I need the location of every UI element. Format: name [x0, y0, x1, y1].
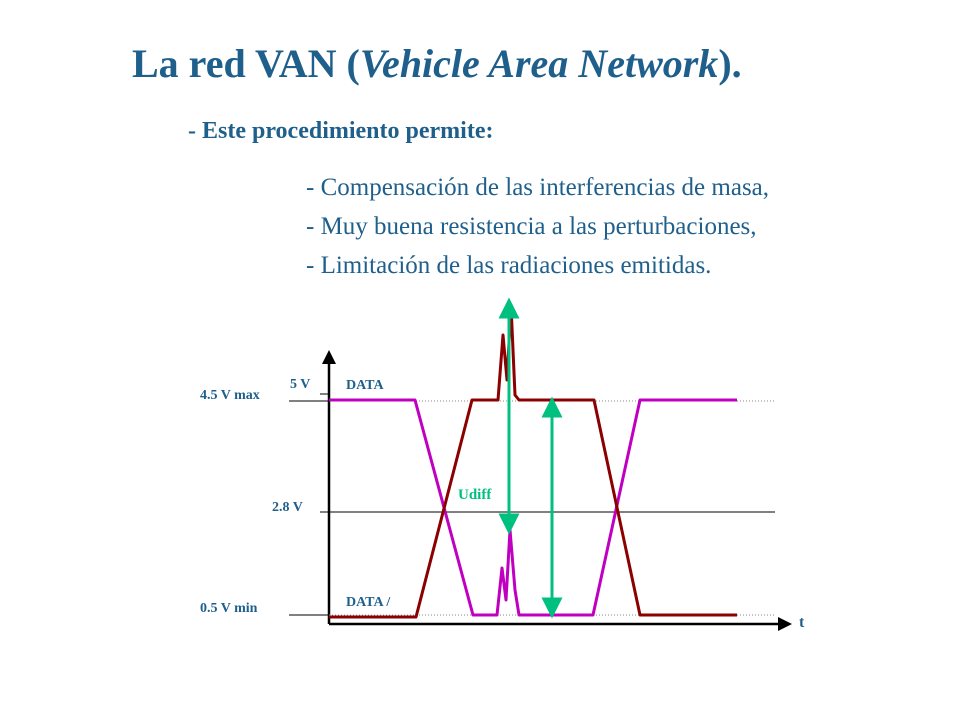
label-0-5v-min: 0.5 V min	[200, 601, 258, 616]
subtitle: - Este procedimiento permite:	[188, 118, 494, 144]
bullet-item: - Compensación de las interferencias de masa,	[306, 174, 770, 201]
label-4-5v-max: 4.5 V max	[200, 388, 260, 403]
label-udiff: Udiff	[458, 487, 492, 503]
title-end: ).	[718, 41, 742, 86]
label-data: DATA	[346, 378, 384, 393]
label-data-neg: DATA /	[346, 595, 391, 610]
y-axis-arrow-icon	[322, 350, 336, 364]
title-italic: Vehicle Area Network	[359, 41, 719, 86]
bullet-item: - Limitación de las radiaciones emitidas.	[306, 252, 712, 279]
title-main: La red VAN (	[132, 41, 360, 86]
data-signal-line	[329, 400, 737, 615]
data-neg-signal-line	[329, 305, 737, 617]
bullet-item: - Muy buena resistencia a las perturbaciones,	[306, 213, 757, 240]
x-axis-arrow-icon	[778, 617, 792, 631]
label-t-axis: t	[799, 614, 805, 631]
label-2-8v: 2.8 V	[272, 500, 303, 515]
label-5v: 5 V	[290, 377, 311, 392]
